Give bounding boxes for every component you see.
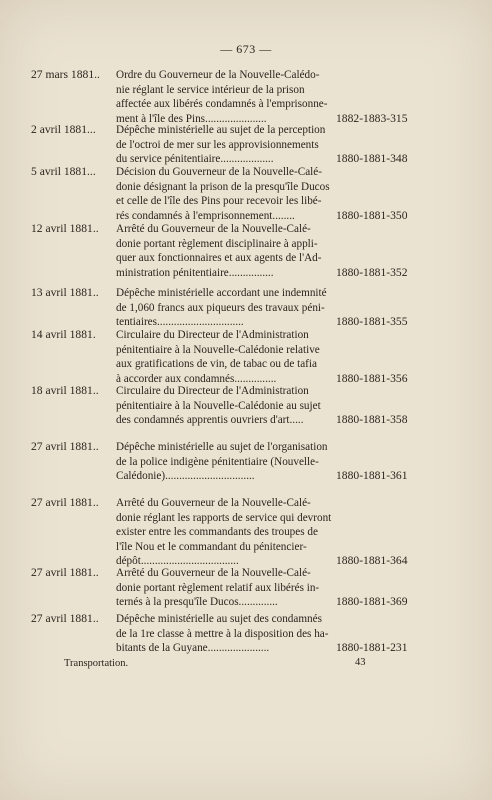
entry-description-line: Dépêche ministérielle accordant une indemnité xyxy=(116,287,327,299)
entry-description xyxy=(116,165,336,223)
entry-description-line: Dépêche ministérielle au sujet des condamnés xyxy=(116,613,322,625)
entry-description-line: donie désignant la prison de la presqu'île Ducos xyxy=(116,180,330,193)
entry-description-line: Circulaire du Directeur de l'Administration xyxy=(116,385,309,397)
entry-date: 18 avril 1881.. xyxy=(31,384,99,397)
entry-description-line: exister entre les commandants des troupes de xyxy=(116,526,318,538)
entry-date: 27 mars 1881.. xyxy=(31,68,100,81)
entry-description-line: rés condamnés à l'emprisonnement........ xyxy=(116,209,295,222)
entry-description-line: Arrêté du Gouverneur de la Nouvelle-Calé- xyxy=(116,567,311,579)
entry-description xyxy=(116,123,336,167)
entry-date: 13 avril 1881.. xyxy=(31,286,99,299)
entry-description xyxy=(116,286,336,330)
entry-description-line: tentiaires............................... xyxy=(116,316,244,328)
entry-description xyxy=(116,384,336,428)
entry-reference: 1880-1881-231 xyxy=(336,641,408,654)
entry-description-line: ternés à la presqu'île Ducos.............. xyxy=(116,596,278,608)
entry-description-line: Dépêche ministérielle au sujet de la perception xyxy=(116,124,326,136)
entry-description-line: Arrêté du Gouverneur de la Nouvelle-Calé- xyxy=(116,223,311,235)
entry-description-line: dépôt................................... xyxy=(116,555,239,567)
entry-description-line: Dépêche ministérielle au sujet de l'organisation xyxy=(116,441,328,453)
entry-date: 2 avril 1881... xyxy=(31,123,96,136)
entry-description-line: bitants de la Guyane...................... xyxy=(116,642,270,654)
footer-sheet-number: 43 xyxy=(355,657,366,668)
entry-description-line: Ordre du Gouverneur de la Nouvelle-Calédo- xyxy=(116,69,320,81)
entry-date: 27 avril 1881.. xyxy=(31,612,99,625)
entry-reference: 1880-1881-358 xyxy=(336,413,408,426)
entry-description xyxy=(116,222,336,280)
footer-section-title: Transportation. xyxy=(64,658,129,669)
entry-reference: 1880-1881-356 xyxy=(336,371,408,385)
entry-description-line: l'île Nou et le commandant du pénitencier- xyxy=(116,540,307,553)
entry-description-line: pénitentiaire à la Nouvelle-Calédonie au sujet xyxy=(116,399,321,412)
entry-description-line: de la police indigène pénitentiaire (Nouvelle- xyxy=(116,455,319,468)
entry-description-line: des condamnés apprentis ouvriers d'art..... xyxy=(116,414,304,426)
entry-reference: 1880-1881-361 xyxy=(336,469,408,482)
entry-description-line: et celle de l'île des Pins pour recevoir les libé- xyxy=(116,195,322,207)
entry-description-line: donie portant règlement disciplinaire à appli- xyxy=(116,237,318,250)
entry-description xyxy=(116,496,336,569)
entry-description-line: Arrêté du Gouverneur de la Nouvelle-Calé- xyxy=(116,497,311,509)
entry-description xyxy=(116,328,336,386)
entry-description-line: du service pénitentiaire................... xyxy=(116,153,274,165)
page-number: — 673 — xyxy=(220,42,272,56)
entry-description-line: nie réglant le service intérieur de la prison xyxy=(116,83,305,96)
entry-date: 27 avril 1881.. xyxy=(31,566,99,579)
entry-description-line: aux gratifications de vin, de tabac ou de tafia xyxy=(116,358,317,370)
entry-reference: 1880-1881-350 xyxy=(336,208,408,222)
entry-description-line: de 1,060 francs aux piqueurs des travaux péni- xyxy=(116,301,325,314)
entry-date: 27 avril 1881.. xyxy=(31,440,99,453)
entry-description-line: à accorder aux condamnés............... xyxy=(116,372,277,385)
entry-description-line: ment à l'île des Pins...................... xyxy=(116,112,267,125)
entry-description-line: quer aux fonctionnaires et aux agents de l'Ad- xyxy=(116,252,322,264)
entry-reference: 1880-1881-352 xyxy=(336,265,408,279)
entry-description xyxy=(116,566,336,610)
entry-date: 5 avril 1881... xyxy=(31,165,96,178)
entry-date: 27 avril 1881.. xyxy=(31,496,99,509)
entry-description-line: ministration pénitentiaire................ xyxy=(116,266,274,279)
entry-description-line: Circulaire du Directeur de l'Administration xyxy=(116,329,309,341)
entry-reference: 1880-1881-355 xyxy=(336,315,408,328)
entry-reference: 1880-1881-364 xyxy=(336,554,408,567)
entry-date: 12 avril 1881.. xyxy=(31,222,99,235)
entry-description xyxy=(116,440,336,484)
entry-description-line: donie portant règlement relatif aux libérés in- xyxy=(116,581,320,594)
entry-description-line: Calédonie)................................ xyxy=(116,470,255,482)
entry-description-line: de la 1re classe à mettre à la disposition des ha- xyxy=(116,627,329,640)
entry-description-line: Décision du Gouverneur de la Nouvelle-Calé- xyxy=(116,166,322,178)
entry-description xyxy=(116,68,336,126)
entry-description xyxy=(116,612,336,656)
entry-reference: 1880-1881-369 xyxy=(336,595,408,608)
entry-reference: 1882-1883-315 xyxy=(336,111,408,125)
entry-reference: 1880-1881-348 xyxy=(336,152,408,165)
entry-description-line: pénitentiaire à la Nouvelle-Calédonie relative xyxy=(116,343,320,356)
entry-date: 14 avril 1881. xyxy=(31,328,96,341)
entry-description-line: donie réglant les rapports de service qui devront xyxy=(116,511,332,524)
entry-description-line: de l'octroi de mer sur les approvisionnements xyxy=(116,138,319,151)
entry-description-line: affectée aux libérés condamnés à l'emprisonne- xyxy=(116,98,328,110)
